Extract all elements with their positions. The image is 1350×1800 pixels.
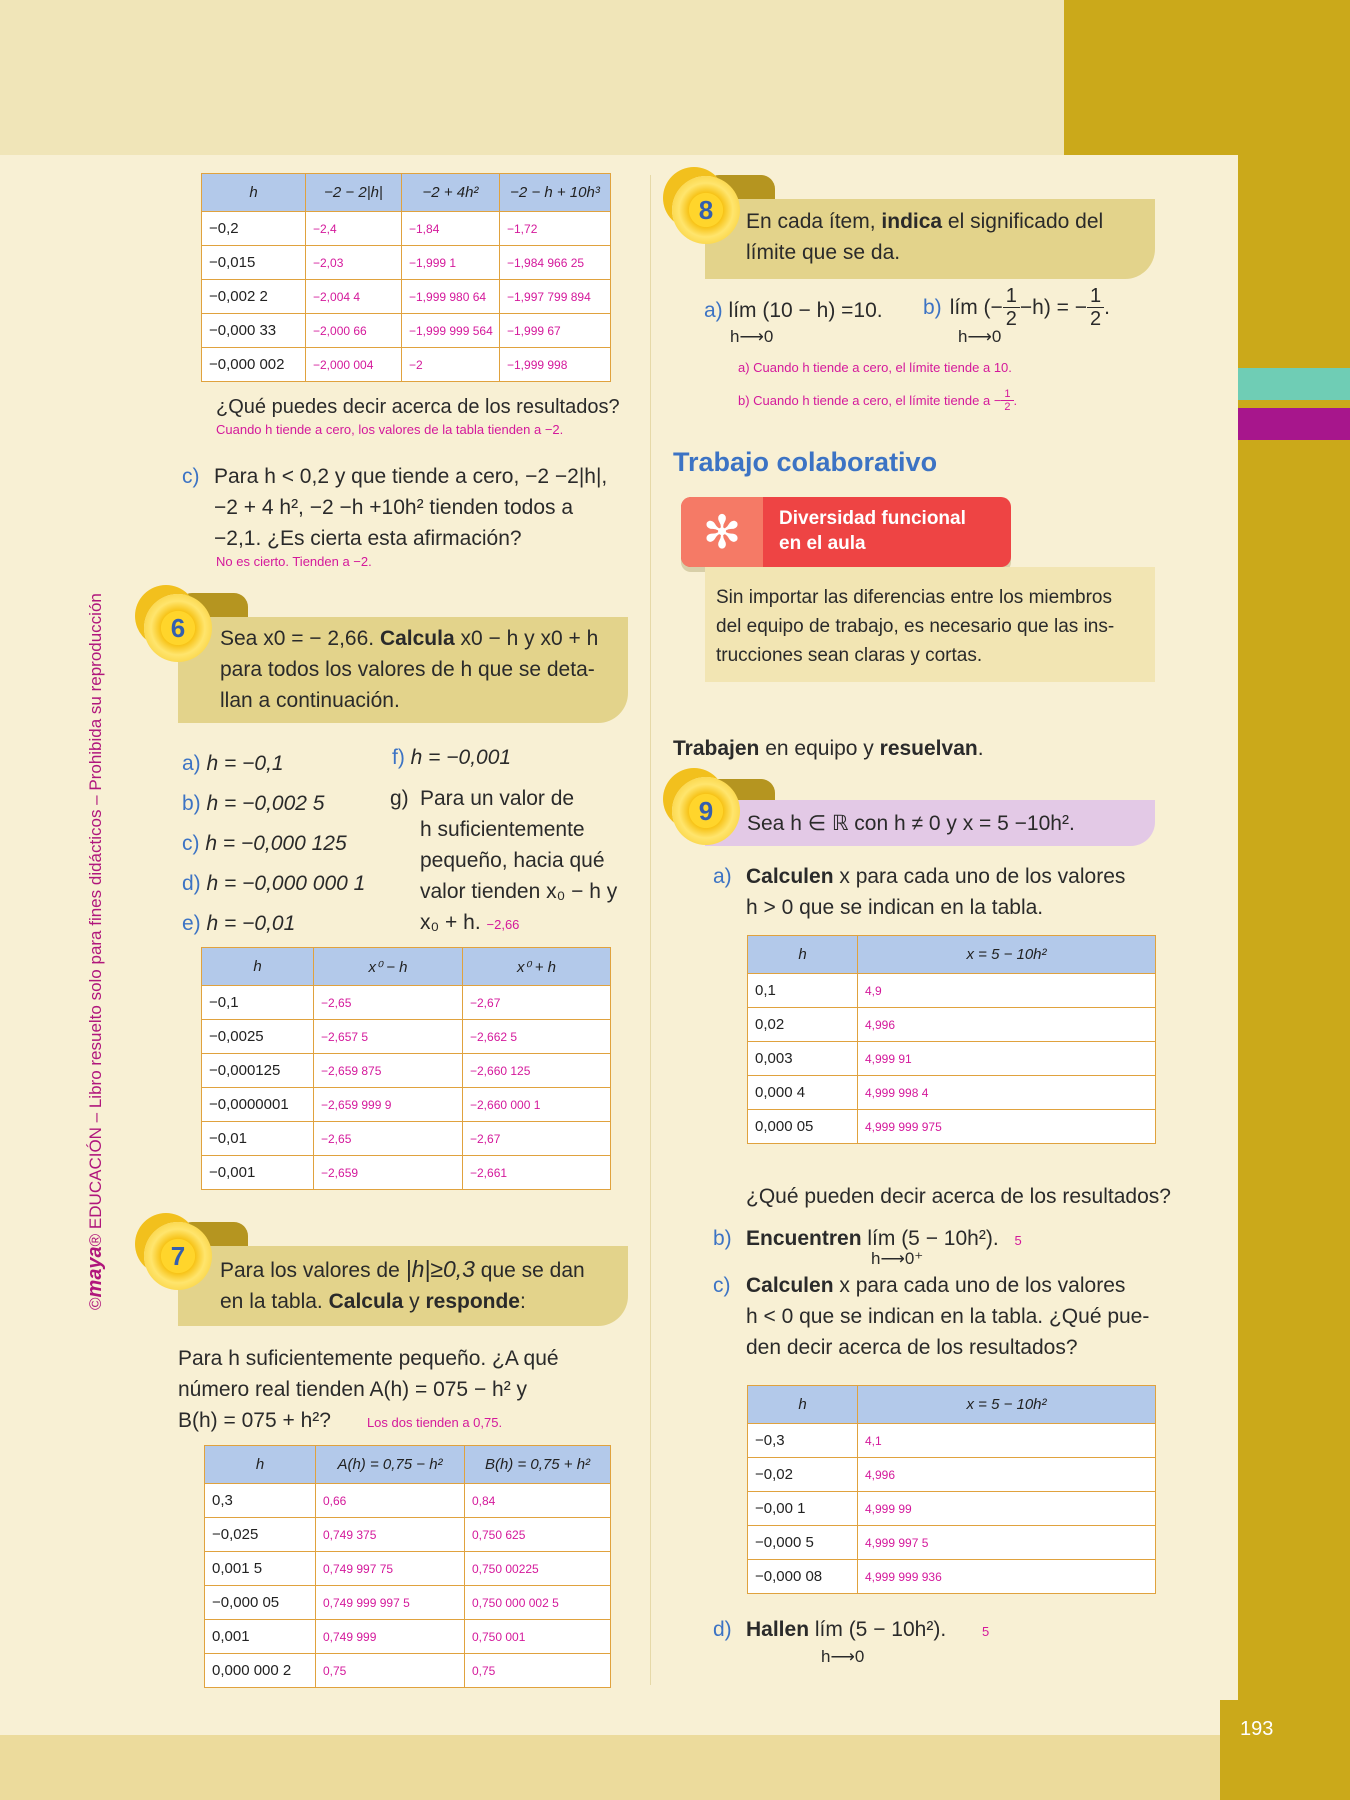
frac-den: 2: [1004, 401, 1011, 413]
table-cell-answer: 0,750 625: [465, 1518, 611, 1552]
asterisk-flower-icon: ✻: [681, 497, 763, 567]
ex8-b-expr-mid: −h) = −: [1019, 296, 1088, 319]
table-cell-answer: −1,984 966 25: [500, 246, 611, 280]
ex7-responde: responde: [425, 1290, 520, 1313]
ex8-a-label: a): [704, 299, 723, 322]
table-row: [202, 280, 611, 314]
table-cell-h: 0,003: [748, 1042, 858, 1076]
ex9-d-expr: lím (5 − 10h²).: [809, 1618, 947, 1641]
table-cell-answer: −1,999 999 564: [402, 314, 500, 348]
table-row: [205, 1654, 611, 1688]
table-cell-h: −0,025: [205, 1518, 316, 1552]
table-cell-answer: 0,749 375: [316, 1518, 465, 1552]
table-cell-answer: 4,996: [858, 1458, 1156, 1492]
table-cell-answer: −2,660 125: [463, 1054, 611, 1088]
copyright-text: EDUCACIÓN – Libro resuelto solo para fines didácticos – Prohibida su reproducción: [86, 593, 105, 1230]
ex9-c-line3: den decir acerca de los resultados?: [746, 1336, 1078, 1359]
ex6-g-line: x₀ + h.: [420, 911, 481, 934]
ex6-g-line: h suficientemente: [420, 818, 585, 841]
collab-resuelvan: resuelvan: [879, 737, 978, 760]
ex6-item-g-label: g): [390, 787, 409, 810]
ex9-b-expr: lím (5 − 10h²).: [861, 1227, 999, 1250]
table-cell-answer: 4,999 998 4: [858, 1076, 1156, 1110]
ex8-answer-b-text: b) Cuando h tiende a cero, el límite tiende a −: [738, 393, 1002, 408]
table-row: [205, 1620, 611, 1654]
ex7-calcula: Calcula: [328, 1290, 404, 1313]
frac-den: 2: [1005, 308, 1017, 330]
collab-text-line2: del equipo de trabajo, es necesario que las ins-: [716, 616, 1115, 637]
table-cell-answer: 4,999 999 975: [858, 1110, 1156, 1144]
ex7-line2-a: en la tabla.: [220, 1290, 329, 1313]
ex6-item-text: h = −0,000 125: [205, 832, 347, 855]
table-row: [202, 314, 611, 348]
ex8-answer-a: a) Cuando h tiende a cero, el límite tiende a 10.: [738, 360, 1012, 375]
ex8-b: [923, 285, 1110, 330]
ex6-g-answer: −2,66: [486, 917, 520, 932]
table-cell-answer: 0,75: [465, 1654, 611, 1688]
ex8-a: [704, 295, 883, 326]
ex8-b-fraction: [1087, 285, 1104, 330]
ex9-a-label: a): [713, 865, 732, 888]
table-cell-answer: 4,9: [858, 974, 1156, 1008]
table-cell-answer: 0,84: [465, 1484, 611, 1518]
table-row: [205, 1484, 611, 1518]
ex6-g-line: Para un valor de: [420, 787, 575, 810]
ex7-answer: Los dos tienden a 0,75.: [366, 1415, 503, 1430]
table-row: [205, 1518, 611, 1552]
ex7-q-line1: Para h suficientemente pequeño. ¿A qué: [178, 1347, 559, 1370]
frac-num: 1: [1087, 285, 1104, 308]
table-row: [748, 1110, 1156, 1144]
ex6-item-label: b): [182, 792, 201, 815]
ex8-answer-b-fraction: [1001, 388, 1013, 413]
table-cell-h: −0,3: [748, 1424, 858, 1458]
table-cell-answer: −2,661: [463, 1156, 611, 1190]
ex8-indica: indica: [881, 210, 943, 233]
table-cell-answer: 4,999 999 936: [858, 1560, 1156, 1594]
item-c-text: [214, 461, 607, 554]
table-cell-h: 0,000 05: [748, 1110, 858, 1144]
ex7-q-line3: B(h) = 075 + h²?: [178, 1409, 331, 1432]
table-ex6: [201, 947, 611, 1190]
collab-title: Trabajo colaborativo: [673, 447, 938, 477]
table-row: [202, 212, 611, 246]
table-cell-h: −0,0000001: [202, 1088, 314, 1122]
table-row: [748, 1424, 1156, 1458]
collab-text-line1: Sin importar las diferencias entre los miembros: [716, 587, 1112, 608]
ex9-a-line2: h > 0 que se indican en la tabla.: [746, 896, 1044, 919]
page-number: 193: [1220, 1700, 1350, 1800]
ex6-line1-c: x0 − h y x0 + h: [454, 627, 599, 650]
table-cell-h: −0,00 1: [748, 1492, 858, 1526]
table-row: [202, 1122, 611, 1156]
table-cell-answer: 4,999 99: [858, 1492, 1156, 1526]
frac-num: 1: [1003, 285, 1020, 308]
ex7-colon: :: [520, 1290, 526, 1313]
table-cell-answer: 4,999 997 5: [858, 1526, 1156, 1560]
ex9-a-calculen: Calculen: [746, 865, 834, 888]
table-cell-h: 0,3: [205, 1484, 316, 1518]
ex8-a-expr: lím (10 − h) =10.: [728, 299, 883, 322]
ex8-b-sub: h⟶0: [958, 327, 1002, 346]
ex6-item-f: [392, 742, 511, 773]
ex6-item-label: f): [392, 746, 405, 769]
collab-text: [716, 583, 1114, 670]
ex9-a-line1: x para cada uno de los valores: [833, 865, 1126, 888]
ex6-calcula: Calcula: [379, 627, 455, 650]
table-cell-answer: −2: [402, 348, 500, 382]
ex9-b-label: b): [713, 1227, 732, 1250]
table-cell-h: −0,000 05: [205, 1586, 316, 1620]
collab-badge-line1: Diversidad funcional: [779, 508, 966, 529]
frac-num: 1: [1001, 388, 1013, 401]
collab-instruction: [673, 733, 984, 764]
ex6-item-text: h = −0,000 000 1: [206, 872, 366, 895]
table-cell-answer: −2,000 004: [306, 348, 402, 382]
table-header: −2 − h + 10h³: [500, 174, 611, 212]
item-c-line3: −2,1. ¿Es cierta esta afirmación?: [214, 527, 522, 550]
ex7-line1-a: Para los valores de: [220, 1259, 406, 1282]
ex6-item-label: e): [182, 912, 201, 935]
item-c-label: c): [182, 465, 200, 488]
table-row: [748, 1492, 1156, 1526]
table-cell-answer: −2,67: [463, 1122, 611, 1156]
collab-badge-line2: en el aula: [779, 533, 866, 554]
table-header: −2 + 4h²: [402, 174, 500, 212]
table-header: x = 5 − 10h²: [858, 1386, 1156, 1424]
table-cell-answer: 0,750 00225: [465, 1552, 611, 1586]
table-row: [202, 1020, 611, 1054]
ex6-line3: llan a continuación.: [220, 689, 400, 712]
copyright-vertical: ©maya® EDUCACIÓN – Libro resuelto solo para fines didácticos – Prohibida su reproducción: [84, 593, 106, 1310]
ex6-item-g: [420, 783, 617, 940]
table-cell-answer: 0,750 001: [465, 1620, 611, 1654]
table-cell-answer: −2,659 875: [314, 1054, 463, 1088]
copyright-brand: maya: [84, 1246, 106, 1298]
table-header: h: [748, 936, 858, 974]
table-row: [748, 1526, 1156, 1560]
table-cell-answer: 4,1: [858, 1424, 1156, 1458]
ex7-statement: [220, 1254, 585, 1317]
ex9-b-answer: 5: [1014, 1233, 1022, 1248]
table-cell-answer: −2,03: [306, 246, 402, 280]
table-cell-h: −0,01: [202, 1122, 314, 1156]
table-cell-h: −0,1: [202, 986, 314, 1020]
ex9-c-label: c): [713, 1274, 731, 1297]
collab-instr-d: .: [977, 737, 984, 760]
table-cell-answer: −1,999 980 64: [402, 280, 500, 314]
table-ex7: [204, 1445, 611, 1688]
ex8-answer-b-end: .: [1013, 393, 1018, 408]
ex6-g-line: pequeño, hacia qué: [420, 849, 605, 872]
table-header: x = 5 − 10h²: [858, 936, 1156, 974]
item-c: [182, 461, 200, 492]
table-cell-h: −0,001: [202, 1156, 314, 1190]
ex8-line1-b: el significado del: [942, 210, 1104, 233]
table-row: [202, 246, 611, 280]
table-cell-answer: −2,65: [314, 1122, 463, 1156]
table-cell-answer: −1,72: [500, 212, 611, 246]
table-cell-answer: −2,657 5: [314, 1020, 463, 1054]
table-header: A(h) = 0,75 − h²: [316, 1446, 465, 1484]
table-row: [202, 1054, 611, 1088]
table-row: [748, 1458, 1156, 1492]
ex9-c-line1: x para cada uno de los valores: [833, 1274, 1126, 1297]
ex9-d-sub: h⟶0: [821, 1647, 865, 1666]
ex8-b-label: b): [923, 296, 942, 319]
table-header: x⁰ + h: [463, 948, 611, 986]
table-header: x⁰ − h: [314, 948, 463, 986]
ex9-number-badge: 9: [672, 777, 740, 845]
ex6-g-line: valor tienden x₀ − h y: [420, 880, 618, 903]
ex9-d: [746, 1614, 989, 1647]
table-cell-h: −0,000125: [202, 1054, 314, 1088]
table-cell-h: 0,1: [748, 974, 858, 1008]
bottom-band: [0, 1735, 1220, 1800]
ex7-number-badge: 7: [144, 1222, 212, 1290]
table-cell-answer: −1,999 998: [500, 348, 611, 382]
ex6-item-text: h = −0,01: [206, 912, 296, 935]
ex7-question: [178, 1343, 559, 1438]
table1-answer: Cuando h tiende a cero, los valores de la tabla tienden a −2.: [216, 422, 564, 437]
table-cell-answer: −2,004 4: [306, 280, 402, 314]
table-cell-h: −0,002 2: [202, 280, 306, 314]
ex8-b-expr-start: lím (−: [949, 296, 1003, 319]
table-row: [202, 348, 611, 382]
table-cell-answer: −1,999 67: [500, 314, 611, 348]
collab-badge: [681, 497, 1011, 567]
table-cell-h: −0,000 002: [202, 348, 306, 382]
table-cell-answer: 0,749 999: [316, 1620, 465, 1654]
table-cell-h: −0,015: [202, 246, 306, 280]
ex9-question: ¿Qué pueden decir acerca de los resultados?: [746, 1185, 1171, 1208]
ex9-c: [746, 1270, 1156, 1363]
ex8-statement: [746, 206, 1136, 268]
ex7-y: y: [403, 1290, 426, 1313]
table-cell-answer: −2,659: [314, 1156, 463, 1190]
ex9-statement: Sea h ∈ ℝ con h ≠ 0 y x = 5 −10h².: [747, 812, 1075, 835]
table-row: [748, 974, 1156, 1008]
table-cell-h: 0,02: [748, 1008, 858, 1042]
table-cell-h: 0,001: [205, 1620, 316, 1654]
table-header: h: [205, 1446, 316, 1484]
ex9-a: [746, 861, 1156, 923]
table1-question: ¿Qué puedes decir acerca de los resultados?: [216, 396, 620, 418]
table-cell-answer: −2,659 999 9: [314, 1088, 463, 1122]
collab-instr-b: en equipo y: [759, 737, 880, 760]
table-cell-h: 0,001 5: [205, 1552, 316, 1586]
ex6-item-text: h = −0,002 5: [206, 792, 325, 815]
table-header: h: [202, 948, 314, 986]
table-cell-h: 0,000 4: [748, 1076, 858, 1110]
column-divider: [650, 175, 651, 1685]
ex7-q-line2: número real tienden A(h) = 075 − h² y: [178, 1378, 528, 1401]
table-cell-h: −0,000 5: [748, 1526, 858, 1560]
ex9-c-line2: h < 0 que se indican en la tabla. ¿Qué pue-: [746, 1305, 1150, 1328]
ex6-item-text: h = −0,001: [410, 746, 512, 769]
table-cell-h: −0,2: [202, 212, 306, 246]
table-cell-h: −0,02: [748, 1458, 858, 1492]
ex9-c-calculen: Calculen: [746, 1274, 834, 1297]
table-row: [202, 986, 611, 1020]
ex8-line2: límite que se da.: [746, 241, 901, 264]
item-c-line1: Para h < 0,2 y que tiende a cero, −2 −2|h|,: [214, 465, 608, 488]
table-cell-answer: −2,660 000 1: [463, 1088, 611, 1122]
table-cell-answer: −2,67: [463, 986, 611, 1020]
table-cell-h: −0,000 08: [748, 1560, 858, 1594]
ex7-line1-b: que se dan: [474, 1259, 585, 1282]
ex6-line1-a: Sea x0 = − 2,66.: [220, 627, 380, 650]
collab-text-line3: trucciones sean claras y cortas.: [716, 645, 983, 666]
ex9-b-encuentren: Encuentren: [746, 1227, 862, 1250]
ex8-b-fraction: [1003, 285, 1020, 330]
table-cell-answer: −2,000 66: [306, 314, 402, 348]
table-cell-answer: 0,749 997 75: [316, 1552, 465, 1586]
table-row: [748, 1042, 1156, 1076]
item-c-line2: −2 + 4 h², −2 −h +10h² tienden todos a: [214, 496, 574, 519]
item-c-answer: No es cierto. Tienden a −2.: [216, 554, 372, 569]
table-ex9-positive: [747, 935, 1156, 1144]
table-row: [205, 1586, 611, 1620]
ex9-d-label: d): [713, 1618, 732, 1641]
table-header: B(h) = 0,75 + h²: [465, 1446, 611, 1484]
gold-side-band: [1238, 0, 1350, 1700]
table-row: [202, 1088, 611, 1122]
table-cell-answer: −1,84: [402, 212, 500, 246]
ex7-abs-h: |h|≥0,3: [405, 1256, 475, 1282]
table-cell-answer: 0,75: [316, 1654, 465, 1688]
table-ex9-negative: [747, 1385, 1156, 1594]
ex6-item-label: d): [182, 872, 201, 895]
table-cell-answer: −1,997 799 894: [500, 280, 611, 314]
table-cell-h: −0,0025: [202, 1020, 314, 1054]
table-header: h: [748, 1386, 858, 1424]
table-row: [748, 1076, 1156, 1110]
ex9-d-answer: 5: [982, 1624, 990, 1639]
table-cell-answer: 0,749 999 997 5: [316, 1586, 465, 1620]
magenta-tab-marker: [1238, 408, 1350, 440]
ex6-statement: [220, 623, 598, 716]
frac-den: 2: [1090, 308, 1102, 330]
ex8-answer-b: [738, 388, 1017, 413]
table-limits-h: [201, 173, 611, 382]
table-cell-answer: −1,999 1: [402, 246, 500, 280]
table-cell-h: −0,000 33: [202, 314, 306, 348]
table-cell-answer: 4,996: [858, 1008, 1156, 1042]
collab-trabajen: Trabajen: [673, 737, 760, 760]
ex8-line1-a: En cada ítem,: [746, 210, 882, 233]
ex6-item-label: a): [182, 752, 201, 775]
table-row: [748, 1560, 1156, 1594]
ex6-item-label: c): [182, 832, 200, 855]
ex9-d-hallen: Hallen: [746, 1618, 810, 1641]
table-cell-answer: −2,4: [306, 212, 402, 246]
ex6-items-list: [182, 744, 365, 944]
table-cell-h: 0,000 000 2: [205, 1654, 316, 1688]
ex8-number-badge: 8: [672, 176, 740, 244]
table-cell-answer: −2,65: [314, 986, 463, 1020]
table-row: [748, 1008, 1156, 1042]
table-cell-answer: 4,999 91: [858, 1042, 1156, 1076]
table-row: [202, 1156, 611, 1190]
table-cell-answer: 0,66: [316, 1484, 465, 1518]
ex9-b-sub: h⟶0⁺: [871, 1249, 924, 1268]
ex8-b-expr-end: .: [1104, 296, 1111, 319]
ex6-line2: para todos los valores de h que se deta-: [220, 658, 595, 681]
table-cell-answer: 0,750 000 002 5: [465, 1586, 611, 1620]
mint-tab-marker: [1238, 368, 1350, 400]
table-row: [205, 1552, 611, 1586]
table-header: −2 − 2|h|: [306, 174, 402, 212]
ex8-a-sub: h⟶0: [730, 327, 774, 346]
table-header: h: [202, 174, 306, 212]
ex6-item-text: h = −0,1: [206, 752, 284, 775]
ex6-number-badge: 6: [144, 594, 212, 662]
table-cell-answer: −2,662 5: [463, 1020, 611, 1054]
